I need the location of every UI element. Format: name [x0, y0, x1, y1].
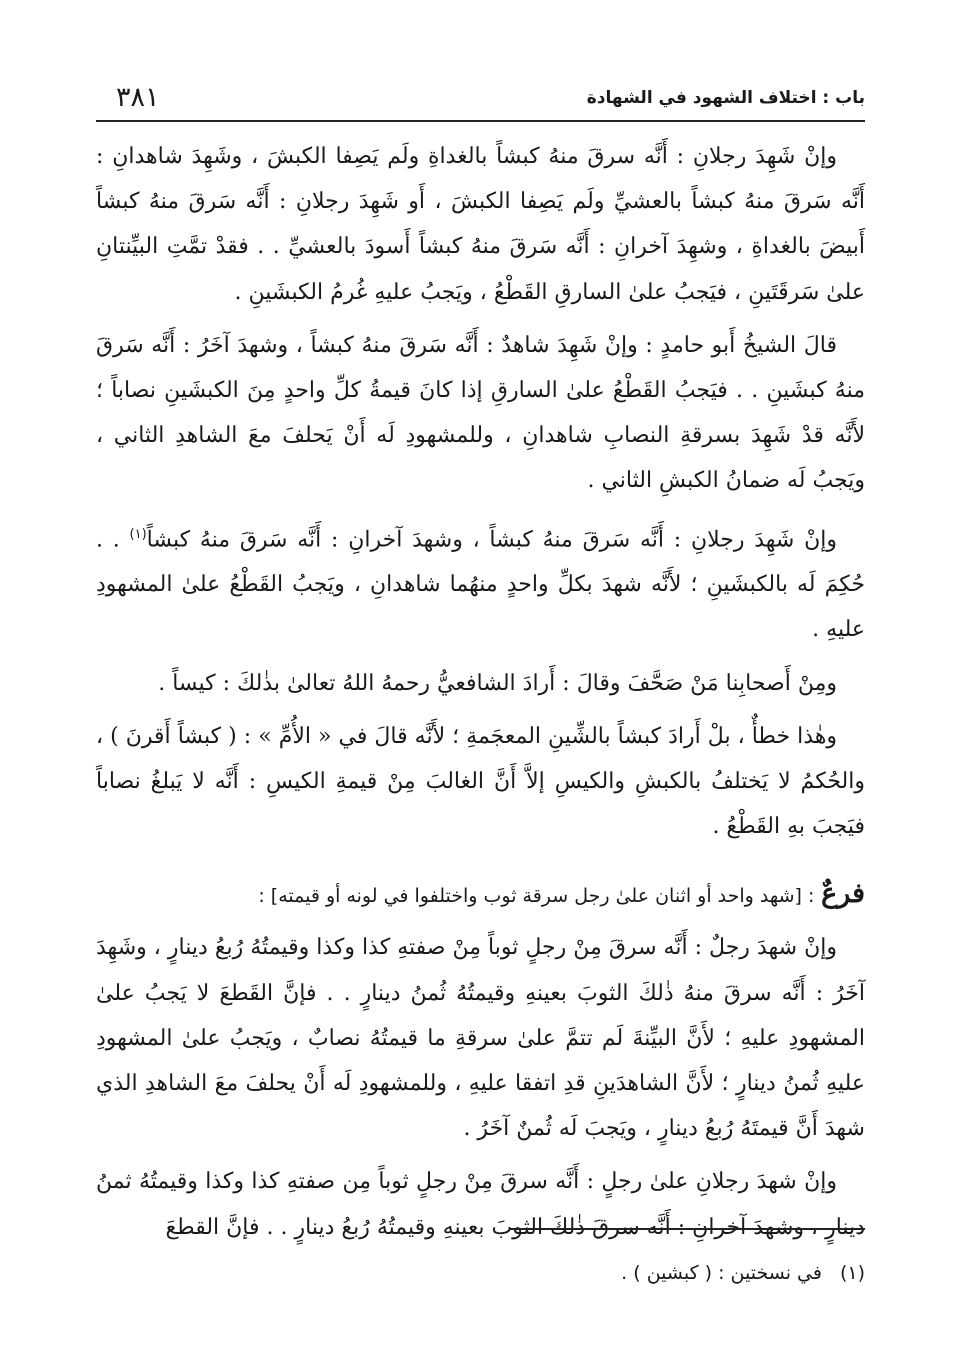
paragraph-1: وإنْ شَهِدَ رجلانِ : أَنَّه سرقَ منهُ كبشاً بالغداةِ ولَم يَصِفا الكبشَ ، وشَهِدَ شاهدانِ : أَنَّه سَرقَ منهُ كبشاً بالعشيِّ ولَم يَصِفا الكبشَ ، أَو شَهِدَ رجلانِ : أَنَّه سَرقَ منهُ كبشاً أَبيضَ بالغداةِ ، وشهِدَ آخرانِ : أَنَّه سَرقَ منهُ كبشاً أَسودَ بالعشيِّ . . فقدْ تمَّتِ البيِّنتانِ علىٰ سَرقَتَينِ ، فيَجبُ علىٰ السارقِ القَطْعُ ، ويَجبُ عليهِ غُرمُ الكبشَينِ .: [96, 144, 865, 305]
paragraph-3-part-1: وإنْ شَهِدَ رجلانِ : أَنَّه سَرقَ منهُ كبشاً ، وشهدَ آخرانِ : أَنَّه سَرقَ منهُ كبشاً: [146, 526, 837, 552]
main-text: [96, 134, 865, 1258]
paragraph-6: وإنْ شهدَ رجلٌ : أَنَّه سرقَ مِنْ رجلٍ ثوباً مِنْ صفتهِ كذا وكذا وقيمتُهُ رُبعُ دينارٍ ، وشَهِدَ آخَرُ : أَنَّه سرقَ منهُ ذٰلكَ الثوبَ بعينهِ وقيمتُهُ ثُمنُ دينارٍ . . فإنَّ القَطعَ لا يَجبُ علىٰ المشهودِ عليهِ ؛ لأَنَّ البيِّنةَ لَم تتمَّ علىٰ سرقةِ ما قيمتُهُ نصابٌ ، ويَجبُ علىٰ المشهودِ عليهِ ثُمنُ دينارٍ ؛ لأَنَّ الشاهدَينِ قدِ اتفقا عليهِ ، وللمشهودِ لَه أَنْ يحلفَ معَ الشاهدِ الذي شهدَ أَنَّ قيمتَهُ رُبعُ دينارٍ ، ويَجبَ لَه ثُمنٌ آخَرُ .: [96, 935, 865, 1142]
footnote: [621, 1262, 865, 1284]
paragraph-5: وهٰذا خطأٌ ، بلْ أَرادَ كبشاً بالشِّينِ المعجَمةِ ؛ لأَنَّه قالَ في « الأُمِّ » : ( كبشاً أَقرنَ ) ، والحُكمُ لا يَختلفُ بالكبشِ والكيسِ إلاَّ أَنَّ الغالبَ مِنْ قيمةِ الكيسِ : أَنَّه لا يَبلغُ نصاباً فيَجبَ بهِ القَطْعُ .: [96, 723, 865, 840]
branch-heading: [96, 871, 865, 919]
paragraph-3-part-2: . . حُكِمَ لَه بالكبشَينِ ؛ لأَنَّه شهدَ بكلِّ واحدٍ منهُما شاهدانِ ، ويَجبُ القَطْعُ علىٰ المشهودِ عليهِ .: [96, 526, 865, 643]
footnote-text: في نسختين : ( كبشين ) .: [621, 1262, 822, 1284]
footnote-rule: [510, 1228, 865, 1230]
running-head: [96, 78, 865, 118]
paragraph-7: وإنْ شهدَ رجلانِ علىٰ رجلٍ : أَنَّه سرقَ مِنْ رجلٍ ثوباً مِن صفتهِ كذا وكذا وقيمتُهُ ثمنُ دينارٍ ، وشهدَ آخرانِ : أَنَّه سرقَ ذٰلكَ الثوبَ بعينهِ وقيمتُهُ رُبعُ دينارٍ . . فإنَّ القطعَ: [96, 1169, 865, 1240]
branch-title: : [شهد واحد أو اثنان علىٰ رجل سرقة ثوب واختلفوا في لونه أو قيمته] :: [258, 885, 815, 908]
chapter-title: باب : اختلاف الشهود في الشهادة: [586, 88, 865, 108]
page-number: ٣٨١: [116, 82, 160, 113]
paragraph-3: [96, 512, 865, 653]
footnote-reference[interactable]: (١): [129, 526, 147, 542]
footnote-mark: (١): [839, 1262, 865, 1284]
branch-label: فرعٌ: [821, 878, 865, 910]
paragraph-4: ومِنْ أَصحابِنا مَنْ صَحَّفَ وقالَ : أَرادَ الشافعيُّ رحمهُ اللهُ تعالىٰ بذٰلكَ : كيساً .: [158, 670, 837, 696]
paragraph-2: قالَ الشيخُ أَبو حامدٍ : وإنْ شَهِدَ شاهدٌ : أَنَّه سَرقَ منهُ كبشاً ، وشهدَ آخَرُ : أَنَّه سَرقَ منهُ كبشَينِ . . فيَجبُ القَطْعُ علىٰ السارقِ إذا كانَ قيمةُ كلِّ واحدٍ مِنَ الكبشَينِ نصاباً ؛ لأَنَّه قدْ شَهِدَ بسرقةِ النصابِ شاهدانِ ، وللمشهودِ لَه أَنْ يَحلفَ معَ الشاهدِ الثاني ، ويَجبُ لَه ضمانُ الكبشِ الثاني .: [96, 332, 865, 494]
header-rule: [96, 120, 865, 122]
